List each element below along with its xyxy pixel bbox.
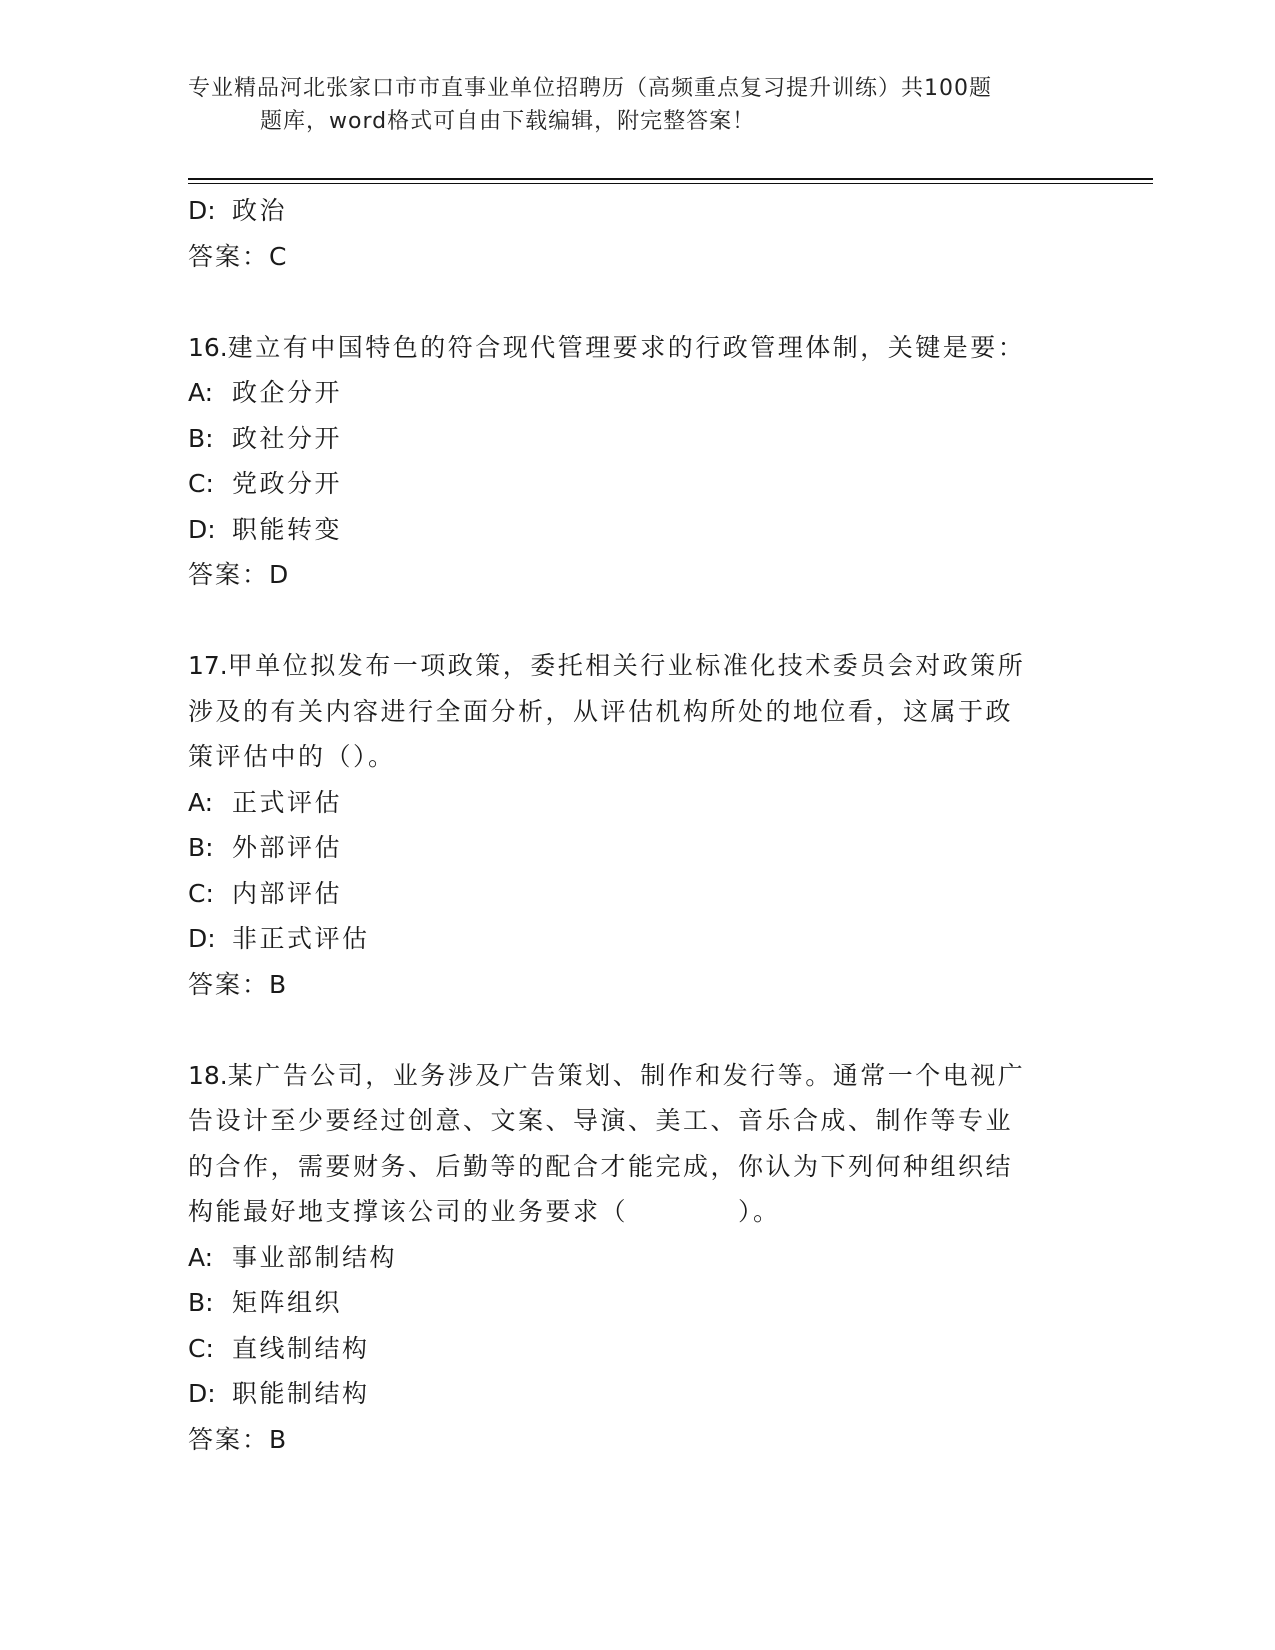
answer-label: 答案： bbox=[188, 560, 270, 589]
answer-label: 答案： bbox=[188, 1424, 270, 1454]
question-content bbox=[188, 188, 1088, 1462]
question-17-stem bbox=[188, 643, 1088, 689]
option-line bbox=[188, 1371, 1088, 1417]
option-letter: B: bbox=[188, 833, 214, 862]
option-line bbox=[188, 825, 1088, 871]
question-text-line: 涉及的有关内容进行全面分析，从评估机构所处的地位看，这属于政 bbox=[188, 696, 1014, 726]
spacer bbox=[188, 1007, 1088, 1053]
option-text: 事业部制结构 bbox=[232, 1242, 398, 1272]
header-title-line-1: 专业精品河北张家口市市直事业单位招聘历（高频重点复习提升训练）共100题 bbox=[188, 76, 992, 101]
option-text: 外部评估 bbox=[232, 833, 343, 862]
option-line bbox=[188, 1280, 1088, 1326]
option-line bbox=[188, 188, 1088, 234]
option-line bbox=[188, 780, 1088, 826]
option-text: 矩阵组织 bbox=[232, 1288, 343, 1317]
option-text: 内部评估 bbox=[232, 878, 343, 908]
option-line bbox=[188, 1326, 1088, 1372]
answer-value: B bbox=[269, 969, 287, 999]
question-text-line: 的合作，需要财务、后勤等的配合才能完成，你认为下列何种组织结 bbox=[188, 1151, 1014, 1181]
spacer bbox=[188, 598, 1088, 644]
option-letter: D: bbox=[188, 196, 216, 225]
option-line bbox=[188, 461, 1088, 507]
answer-value: D bbox=[269, 560, 289, 589]
answer-line bbox=[188, 552, 1088, 598]
question-number: 17. bbox=[188, 651, 228, 680]
page-header bbox=[188, 72, 1068, 138]
answer-value: B bbox=[269, 1424, 287, 1454]
option-text: 政社分开 bbox=[232, 423, 343, 453]
option-letter: C: bbox=[188, 878, 214, 908]
header-rule-thin bbox=[188, 183, 1153, 184]
question-number: 18. bbox=[188, 1060, 228, 1090]
option-line bbox=[188, 871, 1088, 917]
option-letter: A: bbox=[188, 378, 214, 407]
question-number: 16. bbox=[188, 332, 228, 362]
option-text: 党政分开 bbox=[232, 469, 343, 498]
option-text: 政治 bbox=[232, 196, 288, 225]
option-letter: A: bbox=[188, 1242, 214, 1272]
option-text: 职能制结构 bbox=[232, 1379, 370, 1408]
question-text-line: 告设计至少要经过创意、文案、导演、美工、音乐合成、制作等专业 bbox=[188, 1106, 1014, 1135]
question-text-line: 策评估中的（）。 bbox=[188, 742, 396, 771]
question-text-line: 构能最好地支撑该公司的业务要求（ ）。 bbox=[188, 1197, 781, 1226]
option-text: 政企分开 bbox=[232, 378, 343, 407]
answer-line bbox=[188, 234, 1088, 280]
spacer bbox=[188, 279, 1088, 325]
answer-value: C bbox=[269, 241, 287, 271]
option-letter: D: bbox=[188, 924, 216, 953]
question-16-stem bbox=[188, 325, 1088, 371]
option-line bbox=[188, 416, 1088, 462]
question-text: 甲单位拟发布一项政策，委托相关行业标准化技术委员会对政策所 bbox=[227, 651, 1026, 680]
option-line bbox=[188, 1235, 1088, 1281]
answer-label: 答案： bbox=[188, 241, 270, 271]
option-line bbox=[188, 507, 1088, 553]
option-text: 职能转变 bbox=[232, 514, 343, 544]
question-text: 建立有中国特色的符合现代管理要求的行政管理体制，关键是要： bbox=[227, 332, 1026, 362]
question-18-stem bbox=[188, 1053, 1088, 1099]
question-text: 某广告公司，业务涉及广告策划、制作和发行等。通常一个电视广 bbox=[227, 1060, 1026, 1090]
option-letter: D: bbox=[188, 514, 216, 544]
option-letter: A: bbox=[188, 787, 214, 817]
option-letter: B: bbox=[188, 423, 214, 453]
header-rule-thick bbox=[188, 178, 1153, 180]
option-text: 非正式评估 bbox=[232, 924, 370, 953]
option-text: 直线制结构 bbox=[232, 1333, 370, 1363]
option-letter: C: bbox=[188, 469, 214, 498]
option-text: 正式评估 bbox=[232, 787, 343, 817]
option-letter: C: bbox=[188, 1333, 214, 1363]
option-line bbox=[188, 370, 1088, 416]
answer-line bbox=[188, 962, 1088, 1008]
answer-label: 答案： bbox=[188, 969, 270, 999]
answer-line bbox=[188, 1417, 1088, 1463]
option-letter: B: bbox=[188, 1288, 214, 1317]
option-line bbox=[188, 916, 1088, 962]
header-title-line-2: 题库，word格式可自由下载编辑，附完整答案！ bbox=[260, 109, 756, 134]
option-letter: D: bbox=[188, 1379, 216, 1408]
